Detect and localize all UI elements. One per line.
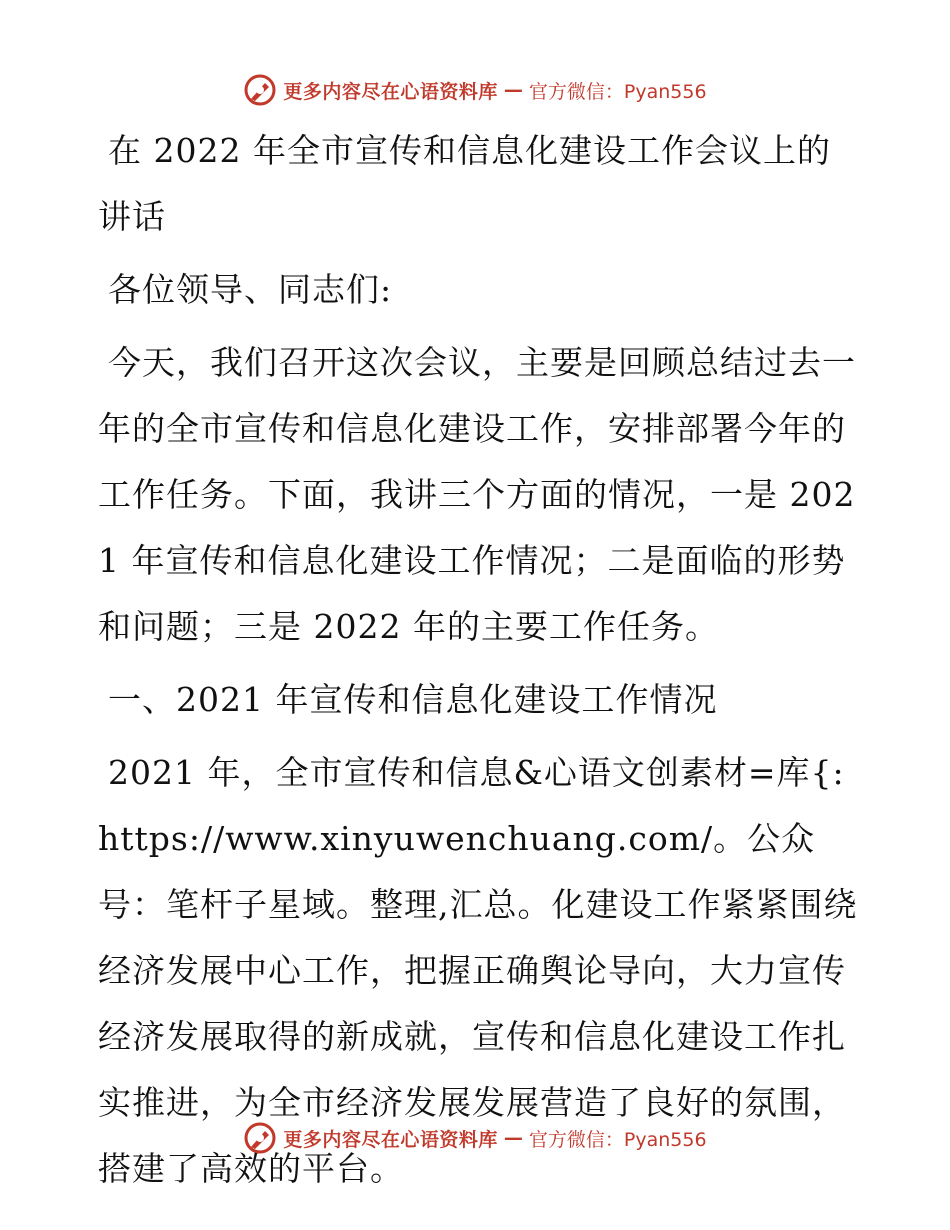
watermark-text: 更多内容尽在心语资料库 [283, 80, 498, 103]
header-watermark [0, 70, 950, 110]
watermark-separator: — [503, 79, 523, 101]
salutation: 各位领导、同志们: [108, 270, 393, 309]
footer-watermark [0, 1118, 950, 1158]
watermark-text: 更多内容尽在心语资料库 [283, 1128, 498, 1151]
watermark-contact: 官方微信：Pyan556 [528, 1128, 707, 1151]
watermark-contact: 官方微信：Pyan556 [528, 80, 707, 103]
section-heading: 一、2021 年宣传和信息化建设工作情况 [108, 680, 718, 719]
pen-logo-icon [243, 1121, 277, 1155]
document-title: 在 2022 年全市宣传和信息化建设工作会议上的讲话 [98, 131, 831, 236]
watermark-separator: — [503, 1127, 523, 1149]
intro-paragraph: 今天，我们召开这次会议，主要是回顾总结过去一年的全市宣传和信息化建设工作，安排部署今年的工作任务。下面，我讲三个方面的情况，一是 2021 年宣传和信息化建设工作情况；二是面临的形势和问题；三是 2022 年的主要工作任务。 [98, 343, 856, 646]
document-body [98, 118, 858, 1209]
pen-logo-icon [243, 73, 277, 107]
section-paragraph: 2021 年，全市宣传和信息&心语文创素材=库{: https://www.xinyuwenchuang.com/。公众号：笔杆子星域。整理,汇总。化建设工作紧紧围绕经济发展中心工作，把握正确舆论导向，大力宣传经济发展取得的新成就，宣传和信息化建设工作扎实推进，为全市经济发展发展营造了良好的氛围，搭建了高效的平台。 [98, 753, 858, 1188]
